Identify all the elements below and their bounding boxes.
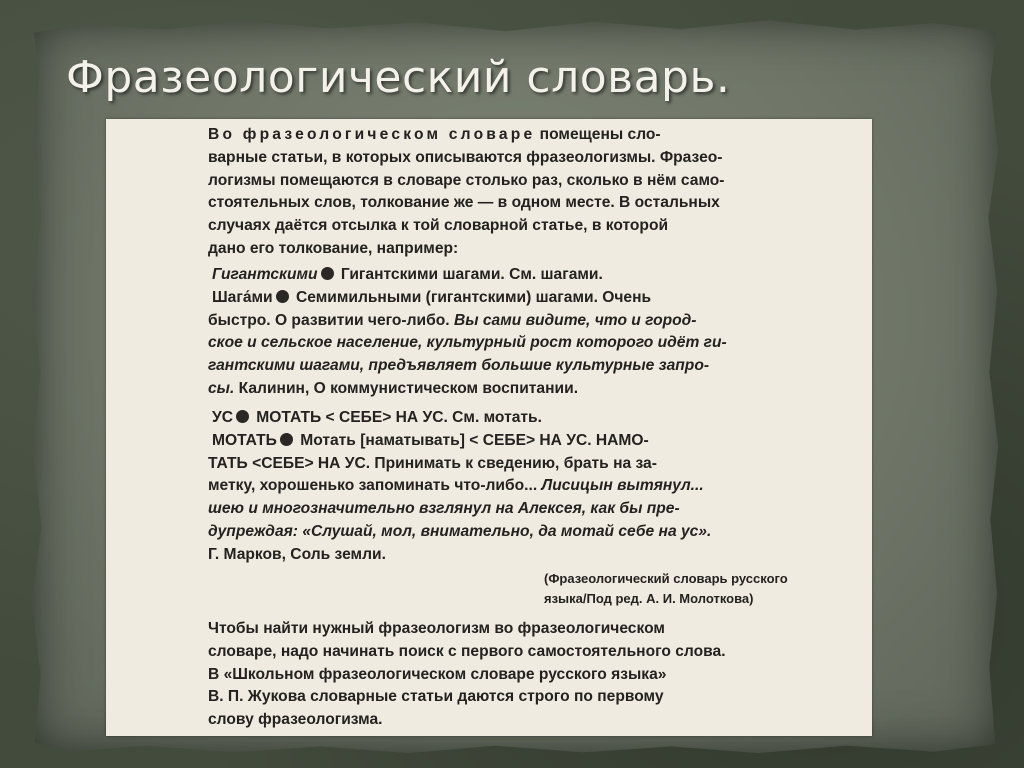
intro-line: варные статьи, в которых описываются фразеологизмы. Фразео- <box>208 148 723 166</box>
closing-line: Чтобы найти нужный фразеологизм во фразеологическом <box>208 620 665 637</box>
bullet-marker-icon <box>236 410 249 423</box>
intro-line: дано его толкование, например: <box>208 239 459 257</box>
bullet-marker-icon <box>276 290 289 303</box>
scanned-page <box>106 119 872 736</box>
entry-line: метку, хорошенько запоминать что-либо... Лисицын вытянул... <box>208 477 704 495</box>
dictionary-entries-us <box>208 407 711 567</box>
slide-title: Фразеологический словарь. <box>66 52 731 103</box>
bullet-marker-icon <box>280 433 293 446</box>
entry-motat: МОТАТЬ Мотать [наматывать] < СЕБЕ> НА УС. НАМО- <box>212 431 649 449</box>
intro-paragraph <box>208 124 725 261</box>
entry-line: дупреждая: «Слушай, мол, внимательно, да мотай себе на ус». <box>208 522 712 540</box>
entry-gigantskimi: Гигантскими Гигантскими шагами. См. шагами. <box>212 266 603 283</box>
entry-line: ТАТЬ <СЕБЕ> НА УС. Принимать к сведению, брать на за- <box>208 454 657 472</box>
closing-line: В «Школьном фразеологическом словаре русского языка» <box>208 665 667 683</box>
dictionary-entries-giant-steps <box>208 264 727 401</box>
intro-line: логизмы помещаются в словаре столько раз, сколько в нём само- <box>208 171 725 189</box>
citation-line: (Фразеологический словарь русского <box>544 571 788 586</box>
entry-line: быстро. О развитии чего-либо. Вы сами видите, что и город- <box>208 311 697 329</box>
entry-us: УС МОТАТЬ < СЕБЕ> НА УС. См. мотать. <box>212 409 542 426</box>
citation-line: языка/Под ред. А. И. Молоткова) <box>544 591 754 606</box>
entry-shagami: Шага́ми Семимильными (гигантскими) шагами. Очень <box>212 288 652 306</box>
closing-line: слову фразеологизма. <box>208 711 383 729</box>
entry-line: Г. Марков, Соль земли. <box>208 545 386 563</box>
closing-paragraph <box>208 618 726 732</box>
intro-line: стоятельных слов, толкование же — в одном месте. В остальных <box>208 194 720 212</box>
intro-line: случаях даётся отсылка к той словарной статье, в которой <box>208 217 669 235</box>
closing-line: В. П. Жукова словарные статьи даются строго по первому <box>208 688 664 706</box>
entry-line: ское и сельское население, культурный рост которого идёт ги- <box>208 334 727 352</box>
closing-line: словаре, надо начинать поиск с первого самостоятельного слова. <box>208 642 726 660</box>
bullet-marker-icon <box>321 267 334 280</box>
entry-line: сы. Калинин, О коммунистическом воспитании. <box>208 379 579 397</box>
entry-line: гантскими шагами, предъявляет большие культурные запро- <box>208 357 710 375</box>
source-citation <box>544 569 788 609</box>
entry-line: шею и многозначительно взглянул на Алексея, как бы пре- <box>208 500 680 518</box>
intro-line: Во фразеологическом словаре помещены сло- <box>208 126 661 143</box>
